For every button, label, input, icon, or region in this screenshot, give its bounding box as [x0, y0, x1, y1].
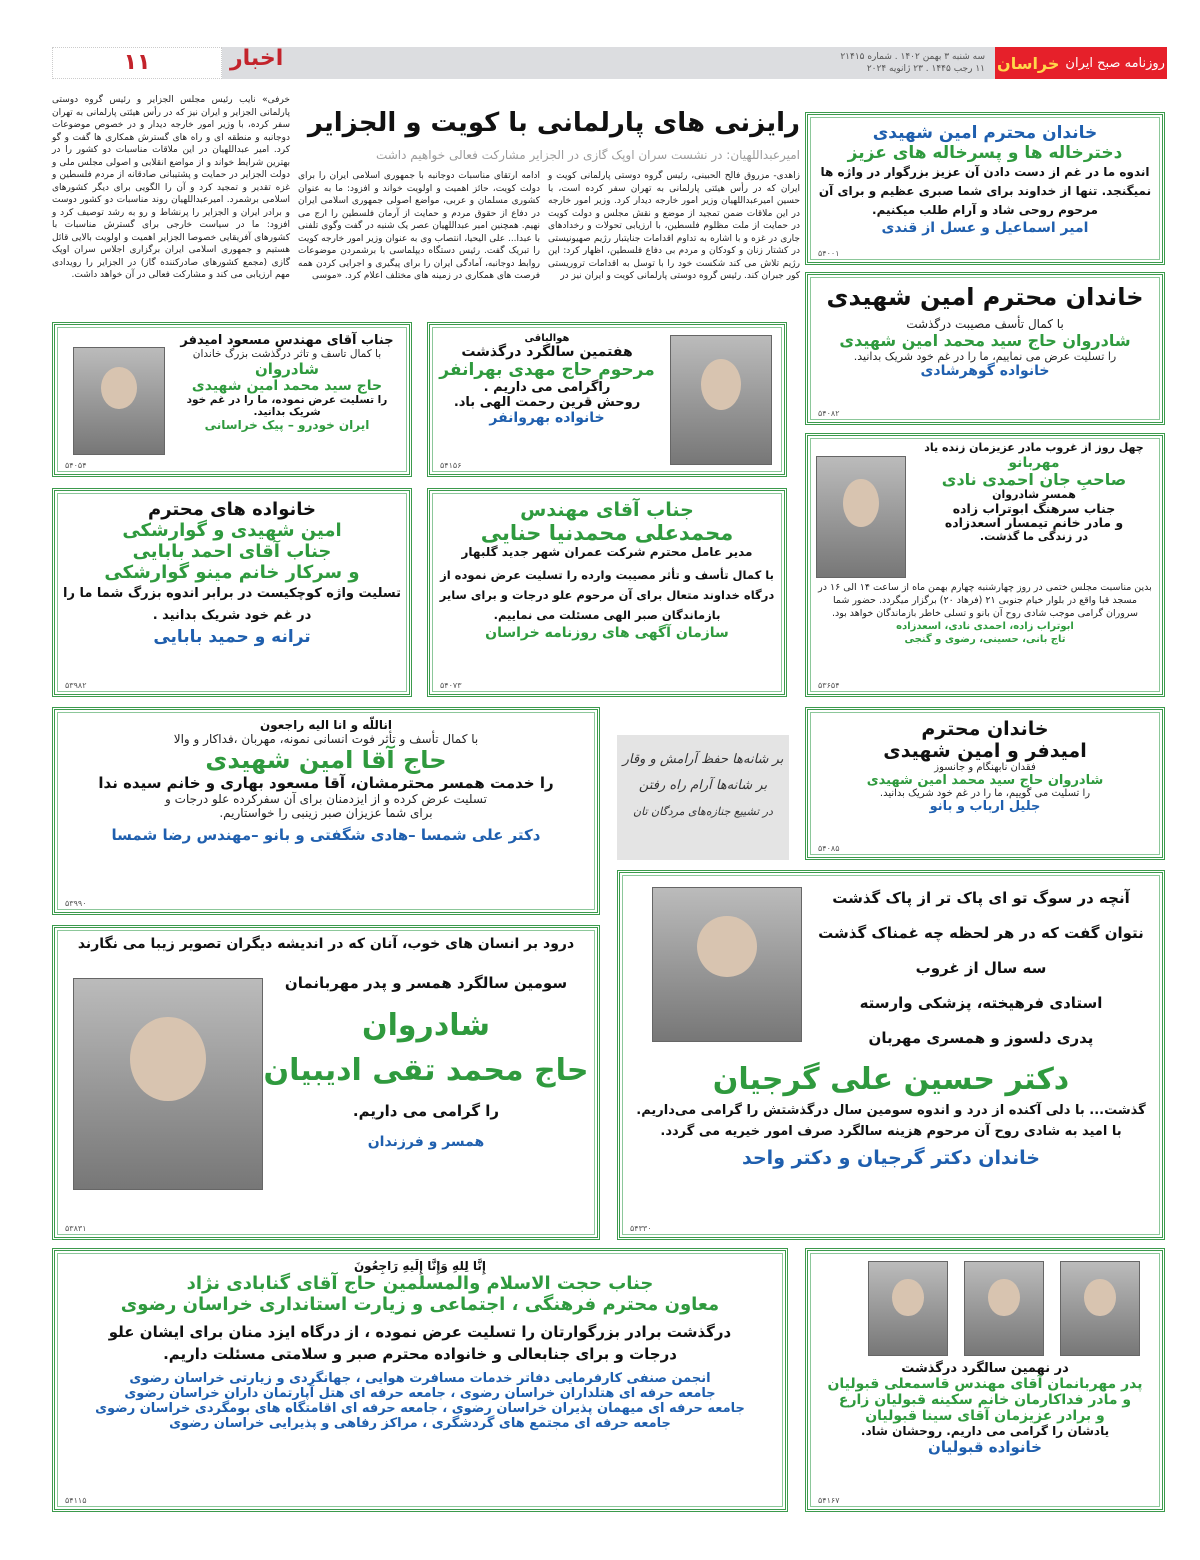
ad-body: را خدمت همسر محترمشان، آقا مسعود بهاری و خانم سیده ندا	[98, 774, 554, 792]
article-column: ادامه ارتقای مناسبات دوجانبه با جمهوری اسلامی ایران را برای دولت کویت، حائز اهمیت و اولویت خواند و افزود: ما به عنوان کشوری مسلمان و عربی، مواضع اصولی جمهوری اسلامی ایران در دفاع از حقوق مردم و حمایت از آرمان فلسطین را ارج می نهیم. همچنین امیر عبداللهیان عصر یک شنبه در گفت وگوی تلفنی با عبدا... علی الیحیا، انتصاب وی به عنوان وزیر امور خارجه کویت را تبریک گفت. رئیس دستگاه دیپلماسی با برشمردن موضوعات روابط دوجانبه، آمادگی ایران را برای پیگیری و اجرایی کردن همه فرصت های همکاری در زمینه های مختلف اعلام کرد. «موسی	[298, 171, 540, 281]
memorial-ad	[52, 925, 600, 1240]
ad-signature: ابوتراب زاده، احمدی نادی، اسعدزاده	[896, 621, 1074, 632]
deceased-name: و برادر عزیزمان آقای سینا قبولیان	[865, 1408, 1105, 1424]
ad-body: در زندگی ما گذشت.	[979, 529, 1089, 543]
ad-code: ۵۴۰۸۲	[818, 409, 840, 418]
condolence-ad	[805, 112, 1165, 265]
ad-body: فقدان نابهنگام و جانسوز	[934, 762, 1036, 773]
calligraphy-poem	[617, 735, 789, 860]
ad-body: راگرامی می داریم .	[483, 380, 611, 395]
condolence-ad	[52, 1248, 788, 1512]
deceased-name: شادروان حاج سید محمد امین شهیدی	[866, 773, 1104, 788]
ad-heading: جناب آقای مهندس مسعود امیدفر	[180, 333, 394, 348]
ad-body: جناب سرهنگ ابوتراب زاده	[952, 500, 1116, 516]
poem-line: در تشییع جنازه‌های مردگان تان	[633, 805, 773, 818]
person-photo	[73, 347, 165, 455]
person-title: معاون محترم فرهنگی ، اجتماعی و زیارت استانداری خراسان رضوی	[120, 1294, 720, 1315]
ad-body: و مادر خانم تیمسار اسعدزاده	[944, 515, 1124, 531]
deceased-photo	[73, 978, 263, 1190]
ad-signature: همسر و فرزندان	[367, 1134, 485, 1150]
ad-heading: چهل روز از غروب مادر عزیزمان زنده یاد	[924, 441, 1144, 454]
deceased-photo	[652, 887, 802, 1042]
ad-heading: هوالباقی	[524, 333, 570, 344]
ad-code: ۵۳۸۳۱	[65, 1224, 87, 1233]
ad-body: گذشت... با دلی آکنده از درد و اندوه سومین سال درگذشتش را گرامی می‌داریم.	[636, 1103, 1146, 1118]
ad-heading: خاندان محترم امین شهیدی	[872, 123, 1098, 143]
section-title: اخبار	[230, 46, 284, 71]
poem-line: بر شانه‌ها آرام راه رفتن	[638, 778, 768, 793]
ad-body: درگذشت برادر بزرگوارتان را تسلیت عرض نموده ، از درگاه ایزد منان برای ایشان علو درجات و برای جنابعالی و خانواده محترم صبر و سلامتی مسئلت داریم.	[108, 1323, 732, 1363]
ad-body: تسلیت واژه کوچکیست در برابر اندوه بزرگ شما ما را در غم خود شریک بدانید .	[62, 586, 401, 623]
ad-body: را گرامی می داریم.	[352, 1102, 500, 1120]
ad-code: ۵۴۱۱۵	[65, 1496, 87, 1505]
poem-line: آنچه در سوگ تو ای پاک تر از پاک گذشت	[832, 889, 1130, 907]
deceased-name: حاج سید محمد امین شهیدی	[191, 378, 383, 394]
ad-code: ۵۴۱۶۷	[818, 1496, 840, 1505]
ad-body: بدین مناسبت مجلس ختمی در روز چهارشنبه چهارم بهمن ماه از ساعت ۱۴ الی ۱۶ در مسجد قبا واقع در بلوار خیام جنوبی ۲۱ (فرهاد ۲۰) برگزار میگردد. حضور شما سروران گرامی موجب شادی روح آن بانو و تسلی خاطر بازماندگان خواهد بود.	[818, 582, 1152, 619]
deceased-name: حاج محمد تقی ادیبیان	[263, 1053, 589, 1088]
ad-heading: درود بر انسان های خوب، آنان که در اندیشه دیگران تصویر زیبا می نگارند	[77, 936, 575, 952]
ad-signature: ایران خودرو – پیک خراسانی	[204, 418, 370, 432]
ad-body: با کمال تأسف و تأثر مصیبت وارده را تسلیت عرض نموده از درگاه خداوند متعال برای آن مرحوم علو درجات و برای سایر بازماندگان صبر الهی مسئلت می نماییم.	[439, 568, 775, 622]
date-line: ۱۱ رجب ۱۴۴۵ . ۲۳ ژانویه ۲۰۲۴	[866, 64, 985, 74]
ad-heading: إِنَّا لِلهِ وَإِنَّا إِلَيهِ رَاجِعُونَ	[353, 1259, 487, 1273]
ad-signature: انجمن صنفی کارفرمایی دفاتر خدمات مسافرت هوایی ، جهانگردی و زیارتی خراسان رضوی	[129, 1371, 711, 1386]
ad-signature: تاج بانی، حسینی، رضوی و گنجی	[904, 634, 1066, 645]
poem-line: نتوان گفت که در هر لحظه چه غمناک گذشت	[818, 924, 1144, 942]
condolence-ad	[805, 272, 1165, 425]
ad-heading: هفتمین سالگرد درگذشت	[461, 344, 633, 360]
ad-body: در نهمین سالگرد درگذشت	[901, 1361, 1069, 1376]
article-subtitle: امیرعبداللهیان: در نشست سران اوپک گازی در الجزایر مشارکت فعالی خواهیم داشت	[375, 148, 800, 162]
ad-signature: خانواده گوهرشادی	[920, 363, 1050, 379]
article-column: خرفی» نایب رئیس مجلس الجزایر و رئیس گروه دوستی پارلمانی الجزایر و ایران نیز که در رأس هیئتی پارلمانی به تهران سفر کرده، با وزیر امور خارجه دیدار و در خصوص موضوعات دوجانبه و منطقه ای و راه های گسترش همکاری ها گفت و گو کرد. امیر عبداللهیان در این ملاقات مناسبات دو کشور را در بهترین شرایط خواند و از مواضع انقلابی و اصولی مجلس ملی و دولت الجزایر در حمایت و پشتیبانی صادقانه از مردم فلسطین و غزه تقدیر و تمجید کرد و آن را الگویی برای دیگر کشورهای اسلامی برشمرد. امیرعبداللهیان روند مناسبات دو کشور دوست و برادر ایران و الجزایر را پرنشاط و رو به رشد توصیف کرد و افزود: ما در سیاست خارجی برای گسترش مناسبات با کشورهای آفریقایی خصوصا الجزایر اهمیت و اولویت بالایی قائل هستیم و جمهوری اسلامی ایران برگزاری اجلاس سران اوپک گازی (مجمع کشورهای صادرکننده گاز) در الجزایر را رویدادی مهم ارزیابی می کند و مشارکت فعالی در آن خواهد داشت.	[52, 95, 290, 280]
ad-body: همسر شادروان	[992, 488, 1076, 502]
ad-body: استادی فرهیخته، پزشکی وارسته	[859, 994, 1103, 1012]
ad-signature: جامعه حرفه ای مجتمع های گردشگری ، مراکز رفاهی و پذیرایی خراسان رضوی	[169, 1416, 671, 1431]
person-name: محمدعلی محمدنیا حنایی	[480, 521, 734, 545]
ad-code: ۵۳۹۸۲	[65, 681, 87, 690]
ad-body: یادشان را گرامی می داریم. روحشان شاد.	[860, 1424, 1110, 1438]
issue-date	[840, 51, 985, 75]
person-name: امین شهیدی و گوارشکی	[122, 520, 342, 541]
ad-body: تسلیت عرض کرده و از ایزدمنان برای آن سفرکرده علو درجات و برای شما عزیزان صبر زینبی را خواستاریم.	[165, 792, 487, 820]
memorial-ad	[427, 322, 787, 477]
logo-brand: خراسان	[997, 53, 1060, 73]
ad-heading: اناللّه و انا الیه راجعون	[259, 718, 393, 732]
ad-body: را تسلیت عرض می نماییم، ما را در غم خود شریک بدانید.	[853, 350, 1117, 363]
ad-heading: خانواده های محترم	[148, 499, 316, 520]
person-name: جناب حجت الاسلام والمسلمین حاج آقای گنابادی نژاد	[186, 1273, 654, 1294]
ad-body: پدری دلسوز و همسری مهربان	[868, 1029, 1094, 1047]
ad-heading: امیدفر و امین شهیدی	[883, 740, 1087, 762]
ad-heading: خاندان محترم امین شهیدی	[826, 283, 1144, 311]
ad-body: سه سال از غروب	[915, 959, 1047, 977]
ad-signature: خانواده بهروانفر	[489, 410, 605, 426]
ad-code: ۵۳۶۵۴	[818, 681, 840, 690]
deceased-photo	[964, 1261, 1044, 1356]
deceased-name: شادروان حاج سید محمد امین شهیدی	[839, 331, 1131, 350]
ad-body: با کمال تأسف مصیبت درگذشت	[906, 317, 1064, 331]
article-column: زاهدی- مزروق فالح الحبینی، رئیس گروه دوستی پارلمانی کویت و ایران که در رأس هیئتی پارلمانی به تهران سفر کرده است، با حسین امیرعبداللهیان وزیر امور خارجه دیدار کرد. وزیر امور خارجه در این ملاقات ضمن تمجید از موضع و نقش مجلس و دولت کویت در حمایت از ملت مظلوم فلسطین، با ارزیابی تحولات و رخدادهای جاری در غزه و با اشاره به تداوم اقدامات جنایتبار رژیم صهیونیستی در کشتار زنان و کودکان و مردم بی دفاع فلسطین، اظهار کرد: این رژیم تلاش می کند شکست خود را با توسل به اقدامات تروریستی کور جبران کند. رئیس گروه دوستی پارلمانی کویت و ایران نیز در	[548, 171, 800, 281]
memorial-ad	[805, 433, 1165, 697]
deceased-name: شادروان	[255, 360, 319, 378]
ad-body: اندوه ما در غم از دست دادن آن عزیز بزرگوار در واژه ها نمیگنجد. تنها از خداوند برای شما صبری عظیم و برای آن مرحوم روحی شاد و آرام طلب میکنیم.	[818, 165, 1152, 217]
ad-body: با کمال تاسف و تاثر درگذشت بزرگ خاندان	[192, 348, 382, 360]
ad-code: ۵۴۰۸۵	[818, 844, 840, 853]
deceased-name: دکتر حسین علی گرجیان	[712, 1062, 1070, 1097]
ad-code: ۵۴۰۰۱	[818, 249, 840, 258]
ad-code: ۵۳۹۹۰	[65, 899, 87, 908]
deceased-name: مرحوم حاج مهدی بهرانفر	[439, 360, 655, 380]
ad-signature: جامعه حرفه ای میهمان پذیران خراسان رضوی ، جامعه حرفه ای اقامتگاه های بومگردی خراسان رضوی	[95, 1401, 745, 1416]
deceased-photo	[1060, 1261, 1140, 1356]
condolence-ad	[52, 488, 412, 697]
newspaper-logo	[995, 47, 1167, 79]
memorial-ad	[805, 1248, 1165, 1512]
ad-body: با امید به شادی روح آن مرحوم هزینه سالگرد صرف امور خیریه می گردد.	[660, 1124, 1122, 1139]
ad-signature: خانواده قبولیان	[928, 1438, 1042, 1456]
ad-signature: سازمان آگهی های روزنامه خراسان	[485, 625, 729, 641]
page-number: ۱۱	[52, 47, 222, 79]
condolence-ad	[805, 707, 1165, 860]
condolence-ad	[52, 707, 600, 915]
ad-body: با کمال تأسف و تأثر فوت انسانی نمونه، مهربان ،فداکار و والا	[173, 732, 479, 746]
deceased-photo	[868, 1261, 948, 1356]
memorial-ad	[617, 870, 1165, 1240]
article-title: رایزنی های پارلمانی با کویت و الجزایر	[307, 108, 800, 138]
person-name: و سرکار خانم مینو گوارشکی	[104, 562, 360, 583]
ad-signature: خاندان دکتر گرجیان و دکتر واحد	[742, 1147, 1040, 1169]
ad-signature: جلیل ارباب و بانو	[929, 799, 1041, 814]
ad-body: روحش قرین رحمت الهی باد.	[453, 395, 641, 410]
ad-code: ۵۴۰۵۴	[65, 461, 87, 470]
ad-body: را تسلیت می گوییم، ما را در غم خود شریک بدانید.	[879, 788, 1091, 799]
ad-heading: خاندان محترم	[921, 718, 1049, 740]
ad-code: ۵۴۳۳۰	[630, 1224, 652, 1233]
ad-signature: جامعه حرفه ای هتلداران خراسان رضوی ، جامعه حرفه ای هتل آپارتمان داران خراسان رضوی	[124, 1386, 716, 1401]
deceased-title: شادروان	[362, 1008, 490, 1043]
ad-signature: امیر اسماعیل و عسل از قندی	[881, 220, 1089, 236]
ad-body: سومین سالگرد همسر و پدر مهربانمان	[284, 974, 568, 992]
person-name: جناب آقای احمد بابایی	[132, 541, 332, 562]
logo-tagline: روزنامه صبح ایران	[1065, 55, 1165, 71]
poem-line: بر شانه‌ها حفظ آرامش و وقار	[622, 752, 784, 767]
condolence-ad	[52, 322, 412, 477]
ad-signature: دکتر علی شمسا –هادی شگفتی و بانو –مهندس رضا شمسا	[111, 826, 541, 844]
deceased-name: حاج آقا امین شهیدی	[205, 746, 447, 774]
deceased-name: و مادر فداکارمان خانم سکینه قبولیان زارع	[838, 1392, 1132, 1408]
condolence-ad	[427, 488, 787, 697]
deceased-photo	[670, 335, 772, 465]
deceased-name: مهربانو	[1008, 454, 1060, 471]
ad-signature: ترانه و حمید بابایی	[153, 627, 311, 647]
ad-body: را تسلیت عرض نموده، ما را در غم خود شریک بدانید.	[186, 394, 388, 418]
deceased-photo	[816, 456, 906, 578]
memorial-header	[816, 442, 1154, 578]
ad-code: ۵۴۱۵۶	[440, 461, 462, 470]
deceased-name: پدر مهربانمان آقای مهندس قاسمعلی قبولیان	[827, 1376, 1143, 1392]
ad-code: ۵۴۰۷۳	[440, 681, 462, 690]
ad-body: مدیر عامل محترم شرکت عمران شهر جدید گلبهار	[461, 545, 753, 559]
ad-heading: دخترخاله ها و پسرخاله های عزیز	[847, 143, 1123, 163]
date-line: سه شنبه ۳ بهمن ۱۴۰۲ . شماره ۲۱۴۱۵	[840, 52, 985, 62]
deceased-name: صاحبِ جان احمدی نادی	[941, 469, 1127, 489]
ad-heading: جناب آقای مهندس	[520, 499, 694, 521]
